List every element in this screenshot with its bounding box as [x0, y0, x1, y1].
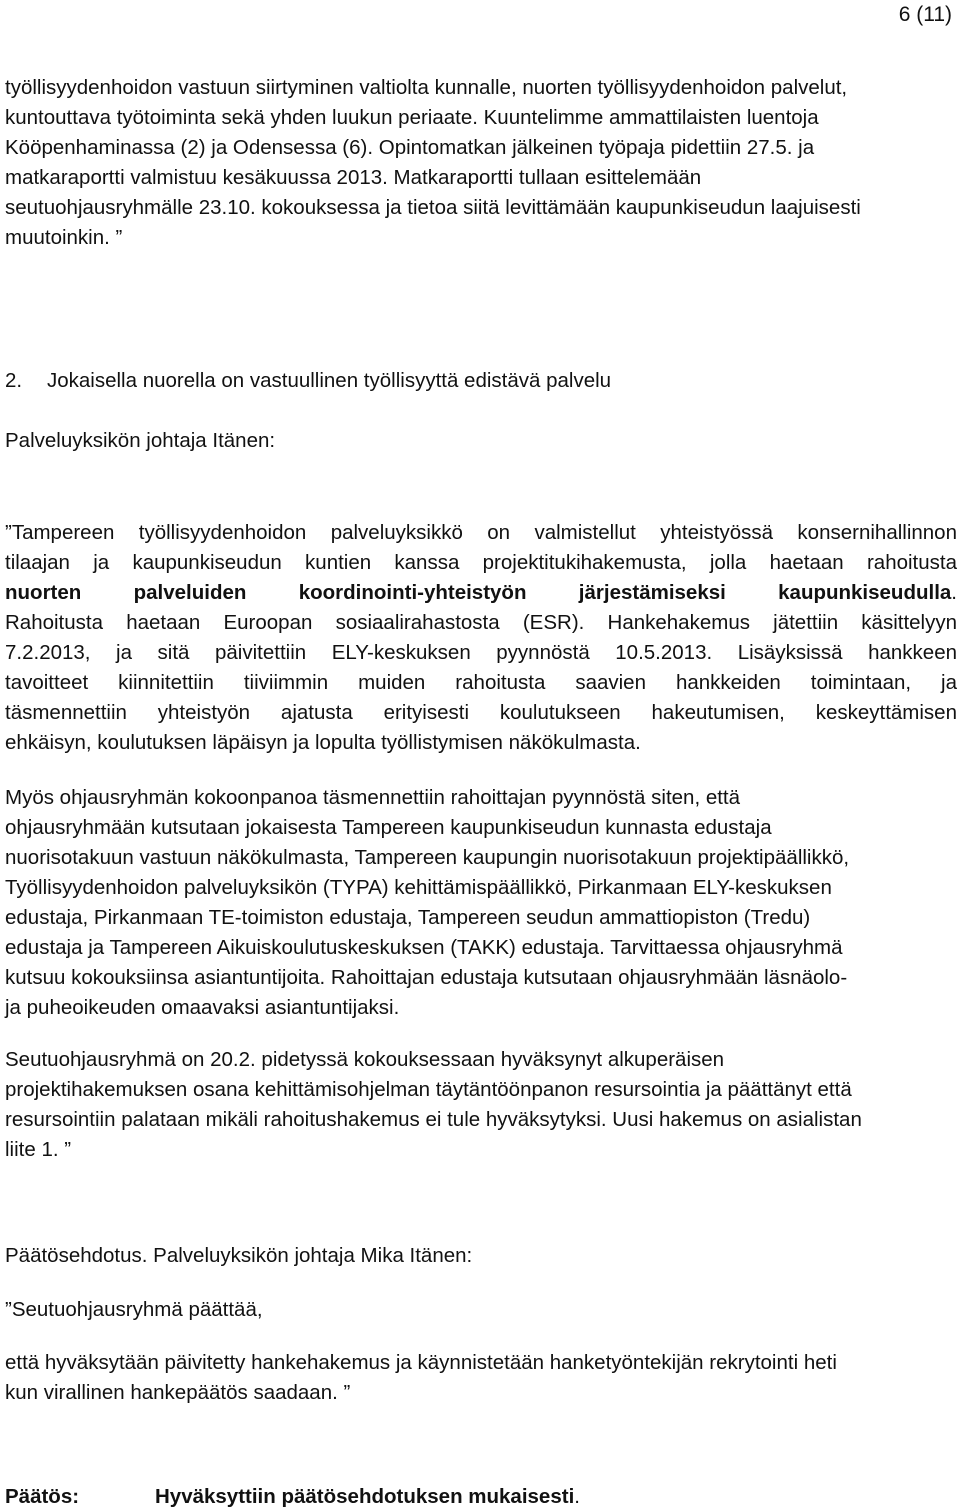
section-number: 2.: [5, 369, 23, 392]
text-line: liite 1. ”: [5, 1138, 72, 1161]
text-line: ehkäisyn, koulutuksen läpäisyn ja lopulta työllistymisen näkökulmasta.: [5, 731, 641, 754]
text-line: edustaja ja Tampereen Aikuiskoulutuskeskuksen (TAKK) edustaja. Tarvittaessa ohjausryhmä: [5, 936, 843, 959]
text-line: työllisyydenhoidon vastuun siirtyminen valtiolta kunnalle, nuorten työllisyydenhoidon palvelut,: [5, 76, 848, 99]
proposal-header: Päätösehdotus. Palveluyksikön johtaja Mika Itänen:: [5, 1244, 473, 1267]
text-line: kun virallinen hankepäätös saadaan. ”: [5, 1381, 351, 1404]
text-line-bold: [5, 578, 957, 608]
period: .: [574, 1485, 580, 1508]
text-line: että hyväksytään päivitetty hankehakemus ja käynnistetään hanketyöntekijän rekrytointi heti: [5, 1351, 837, 1374]
presenter: Palveluyksikön johtaja Itänen:: [5, 429, 276, 452]
text-line: ja puheoikeuden omaavaksi asiantuntijaksi.: [5, 996, 400, 1019]
text-line: projektihakemuksen osana kehittämisohjelman täytäntöönpanon resursointia ja päättänyt että: [5, 1078, 852, 1101]
text-line: tavoitteet kiinnitettiin tiiviimmin muiden rahoitusta saavien hankkeiden toimintaan, ja: [5, 671, 957, 694]
decision-line: [5, 1482, 580, 1512]
decision-text: Hyväksyttiin päätösehdotuksen mukaisesti: [155, 1485, 575, 1508]
proposal-paragraph-1: [5, 518, 957, 758]
text-line: kuntouttava työtoiminta sekä yhden luukun periaate. Kuuntelimme ammattilaisten luentoja: [5, 106, 819, 129]
section-heading: [5, 366, 957, 396]
decision-label: Päätös:: [5, 1485, 80, 1508]
period: .: [951, 581, 957, 604]
page-number: 6 (11): [898, 3, 952, 26]
decision-proposal-quote: [5, 1295, 957, 1325]
text-line: muutoinkin. ”: [5, 226, 123, 249]
text-line: tilaajan ja kaupunkiseudun kuntien kanssa projektitukihakemusta, jolla haetaan rahoitusta: [5, 551, 957, 574]
text-line: nuorisotakuun vastuun näkökulmasta, Tampereen kaupungin nuorisotakuun projektipäällikkö,: [5, 846, 850, 869]
text-line: ohjausryhmään kutsutaan jokaisesta Tampereen kaupunkiseudun kunnasta edustaja: [5, 816, 772, 839]
text-line: täsmennettiin yhteistyön ajatusta erityisesti koulutukseen hakeutumisen, keskeyttämisen: [5, 701, 957, 724]
text-line: kutsuu kokouksiinsa asiantuntijoita. Rahoittajan edustaja kutsutaan ohjausryhmään läsnäolo-: [5, 966, 848, 989]
text-line: Seutuohjausryhmä on 20.2. pidetyssä kokouksessaan hyväksynyt alkuperäisen: [5, 1048, 725, 1071]
text-line: Kööpenhaminassa (2) ja Odensessa (6). Opintomatkan jälkeinen työpaja pidettiin 27.5. ja: [5, 136, 815, 159]
text-line: ”Tampereen työllisyydenhoidon palveluyksikkö on valmistellut yhteistyössä konsernihallinnon: [5, 521, 957, 544]
text-line: seutuohjausryhmälle 23.10. kokouksessa ja tietoa siitä levittämään kaupunkiseudun laajuisesti: [5, 196, 861, 219]
text-line: resursointiin palataan mikäli rahoitushakemus ei tule hyväksytyksi. Uusi hakemus on asialistan: [5, 1108, 862, 1131]
section-title: Jokaisella nuorella on vastuullinen työllisyyttä edistävä palvelu: [47, 369, 612, 392]
text-line: edustaja, Pirkanmaan TE-toimiston edustaja, Tampereen seudun ammattiopiston (Tredu): [5, 906, 811, 929]
bold-phrase: nuorten palveluiden koordinointi-yhteistyön järjestämiseksi kaupunkiseudulla: [5, 581, 952, 604]
text-line: matkaraportti valmistuu kesäkuussa 2013. Matkaraportti tullaan esittelemään: [5, 166, 702, 189]
presenter-line: [5, 426, 957, 456]
proposal-quote: ”Seutuohjausryhmä päättää,: [5, 1298, 263, 1321]
text-line: Rahoitusta haetaan Euroopan sosiaalirahastosta (ESR). Hankehakemus jätettiin käsittelyyn: [5, 611, 957, 634]
text-line: Työllisyydenhoidon palveluyksikön (TYPA) kehittämispäällikkö, Pirkanmaan ELY-keskuksen: [5, 876, 832, 899]
proposal-paragraph-2: [5, 783, 957, 1023]
decision-proposal-header: [5, 1241, 957, 1271]
text-line: Myös ohjausryhmän kokoonpanoa täsmennettiin rahoittajan pyynnöstä siten, että: [5, 786, 741, 809]
proposal-paragraph-3: [5, 1045, 957, 1165]
decision-proposal-text: [5, 1348, 957, 1408]
text-line: 7.2.2013, ja sitä päivitettiin ELY-keskuksen pyynnöstä 10.5.2013. Lisäyksissä hankkeen: [5, 641, 957, 664]
intro-paragraph: [5, 73, 957, 253]
